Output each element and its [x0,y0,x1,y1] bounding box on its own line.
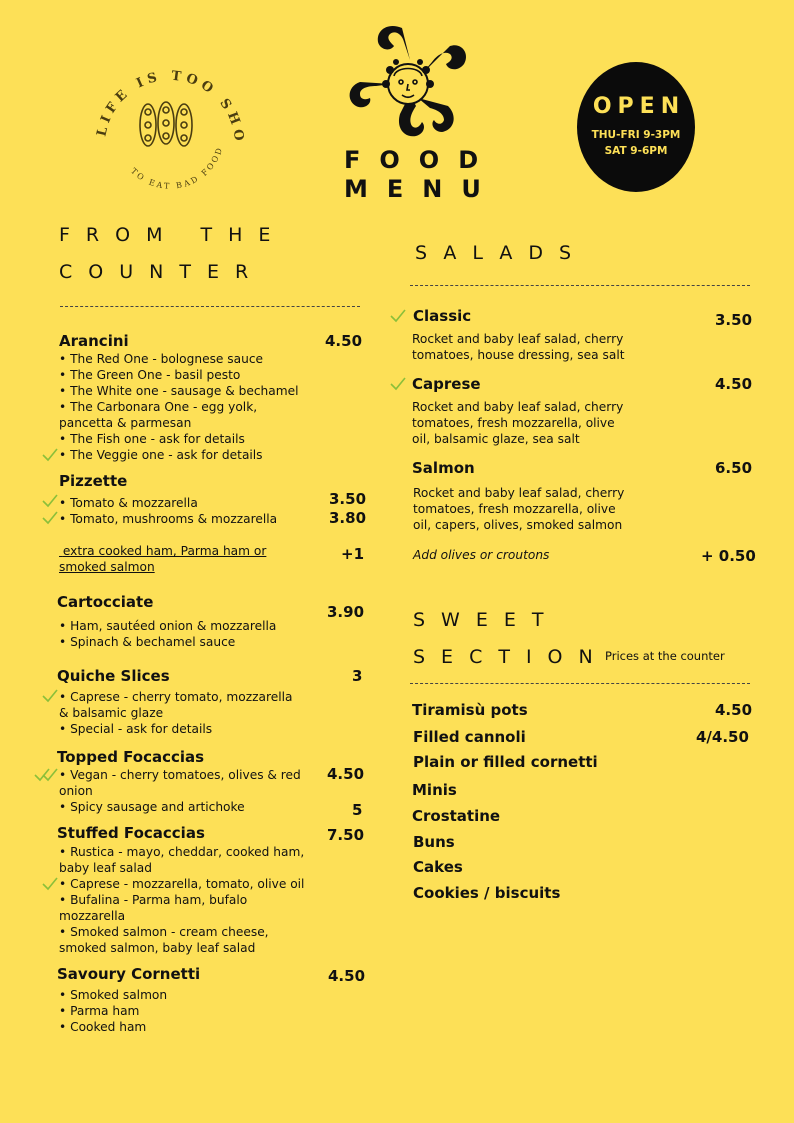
quiche-title: Quiche Slices [57,667,170,685]
savoury-cornetti-title: Savoury Cornetti [57,965,201,983]
sweet-item-cakes: Cakes [413,858,463,876]
stuffed-line: • Bufalina - Parma ham, bufalo [59,893,248,907]
cartocciate-line: • Spinach & bechamel sauce [59,635,236,649]
pizzette-option-1: • Tomato & mozzarella [59,496,198,510]
stuffed-focaccia-price: 7.50 [327,826,365,844]
title-menu: MENU [344,175,500,203]
sweet-item-cornetti: Plain or filled cornetti [413,753,598,771]
salad-salmon-price: 6.50 [715,459,753,477]
salad-caprese-price: 4.50 [715,375,753,393]
counter-heading-line2: COUNTER [59,261,265,283]
topped-focaccia-title: Topped Focaccias [57,748,205,766]
svg-text:LIFE IS TOO SHORT [95,50,245,146]
savoury-cornetti-price: 4.50 [328,967,366,985]
cornetti-line: • Parma ham [59,1004,140,1018]
topped-line: • Vegan - cherry tomatoes, olives & red [59,768,301,782]
checkmark-icon [42,494,58,508]
checkmark-icon [42,877,58,891]
stuffed-line: mozzarella [59,909,126,923]
sweet-price-tiramisu: 4.50 [715,701,753,719]
title-food: FOOD [344,146,498,174]
salad-salmon-title: Salmon [412,459,475,477]
salad-salmon-line: Rocket and baby leaf salad, cherry [413,486,625,500]
arancini-line: • The Fish one - ask for details [59,432,245,446]
counter-divider [60,306,360,307]
savoury-cornetti-options [59,987,167,1035]
checkmark-icon [390,309,406,323]
salad-salmon-line: oil, capers, olives, smoked salmon [413,518,623,532]
checkmark-icon [42,689,58,703]
checkmark-icon [42,511,58,525]
quiche-price: 3 [352,667,363,685]
pizzette-extra-text-1: extra cooked ham, Parma ham or [62,544,267,558]
salad-caprese-title: Caprese [412,375,481,393]
topped-focaccia-price-2: 5 [352,801,363,819]
cartocciate-price: 3.90 [327,603,365,621]
stuffed-focaccia-title: Stuffed Focaccias [57,824,205,842]
sweet-price-cannoli: 4/4.50 [696,728,749,746]
salad-classic-price: 3.50 [715,311,753,329]
trinacria-icon [340,20,475,145]
checkmark-icon [390,377,406,391]
arancini-line: • The Veggie one - ask for details [59,448,263,462]
logo-arc-bottom: TO EAT BAD FOOD [128,144,225,191]
salad-salmon-desc [413,485,624,533]
sweet-item-buns: Buns [413,833,455,851]
salad-addon-text: Add olives or croutons [413,548,550,562]
sweet-item-cannoli: Filled cannoli [413,728,526,746]
salad-salmon-line: tomatoes, fresh mozzarella, olive [413,502,616,516]
menu-title [344,146,500,204]
stuffed-line: smoked salmon, baby leaf salad [59,941,256,955]
sweet-prices-note: Prices at the counter [605,649,725,663]
pizzette-price-1: 3.50 [329,490,367,508]
sweet-item-crostatine: Crostatine [412,807,501,825]
quiche-line: & balsamic glaze [59,706,164,720]
salad-classic-desc [412,331,624,363]
topped-focaccia-price-1: 4.50 [327,765,365,783]
arancini-options [59,351,298,463]
arancini-line: pancetta & parmesan [59,416,192,430]
sweet-heading-line2: SECTION [413,646,609,668]
pizzette-extra-price: +1 [341,545,365,563]
cartocciate-options [59,618,276,650]
salad-classic-title: Classic [413,307,472,325]
stuffed-line: • Caprese - mozzarella, tomato, olive oil [59,877,305,891]
arancini-line: • The Red One - bolognese sauce [59,352,264,366]
salad-caprese-line: Rocket and baby leaf salad, cherry [412,400,624,414]
salad-caprese-line: oil, balsamic glaze, sea salt [412,432,580,446]
trinacria-emblem [340,20,475,145]
open-label: OPEN [592,94,686,119]
arancini-line: • The Green One - basil pesto [59,368,241,382]
quiche-line: • Special - ask for details [59,722,213,736]
stuffed-line: baby leaf salad [59,861,152,875]
quiche-options [59,689,292,737]
cornetti-line: • Smoked salmon [59,988,168,1002]
pizzette-price-2: 3.80 [329,509,367,527]
stuffed-focaccia-options [59,844,304,956]
salads-divider [410,285,750,286]
cannoli-logo-icon [95,50,245,200]
pizzette-option-2: • Tomato, mushrooms & mozzarella [59,512,278,526]
arancini-price: 4.50 [325,332,363,350]
pizzette-extra-line-1 [59,543,266,559]
arancini-line: • The White one - sausage & bechamel [59,384,299,398]
checkmark-icon [42,448,58,462]
cornetti-line: • Cooked ham [59,1020,147,1034]
pizzette-title: Pizzette [59,472,128,490]
sweet-item-tiramisu: Tiramisù pots [412,701,528,719]
checkmark-icon [42,768,58,782]
arancini-title: Arancini [59,332,129,350]
salads-heading: SALADS [415,242,588,264]
sweet-divider [410,683,750,684]
svg-text:TO EAT BAD FOOD [129,145,225,191]
stuffed-line: • Smoked salmon - cream cheese, [59,925,269,939]
logo [95,50,245,200]
cartocciate-title: Cartocciate [57,593,154,611]
salad-caprese-desc [412,399,623,447]
open-hours-badge [577,62,695,192]
salad-classic-line: tomatoes, house dressing, sea salt [412,348,625,362]
topped-line: onion [59,784,93,798]
sweet-item-minis: Minis [412,781,457,799]
hours-saturday: SAT 9-6PM [604,145,668,157]
salad-caprese-line: tomatoes, fresh mozzarella, olive [412,416,615,430]
sweet-heading-line1: SWEET [413,609,560,631]
stuffed-line: • Rustica - mayo, cheddar, cooked ham, [59,845,305,859]
logo-arc-top: LIFE IS TOO SHO [95,68,245,146]
counter-heading-line1: FROM THE [59,224,287,246]
salad-addon-price: + 0.50 [701,547,756,565]
cartocciate-line: • Ham, sautéed onion & mozzarella [59,619,277,633]
topped-focaccia-option-2: • Spicy sausage and artichoke [59,800,245,814]
salad-classic-line: Rocket and baby leaf salad, cherry [412,332,624,346]
arancini-line: • The Carbonara One - egg yolk, [59,400,258,414]
topped-focaccia-option-1 [59,767,301,799]
hours-weekday: THU-FRI 9-3PM [591,129,681,141]
pizzette-extra-line-2: smoked salmon [59,560,155,574]
sweet-item-cookies: Cookies / biscuits [413,884,561,902]
quiche-line: • Caprese - cherry tomato, mozzarella [59,690,293,704]
